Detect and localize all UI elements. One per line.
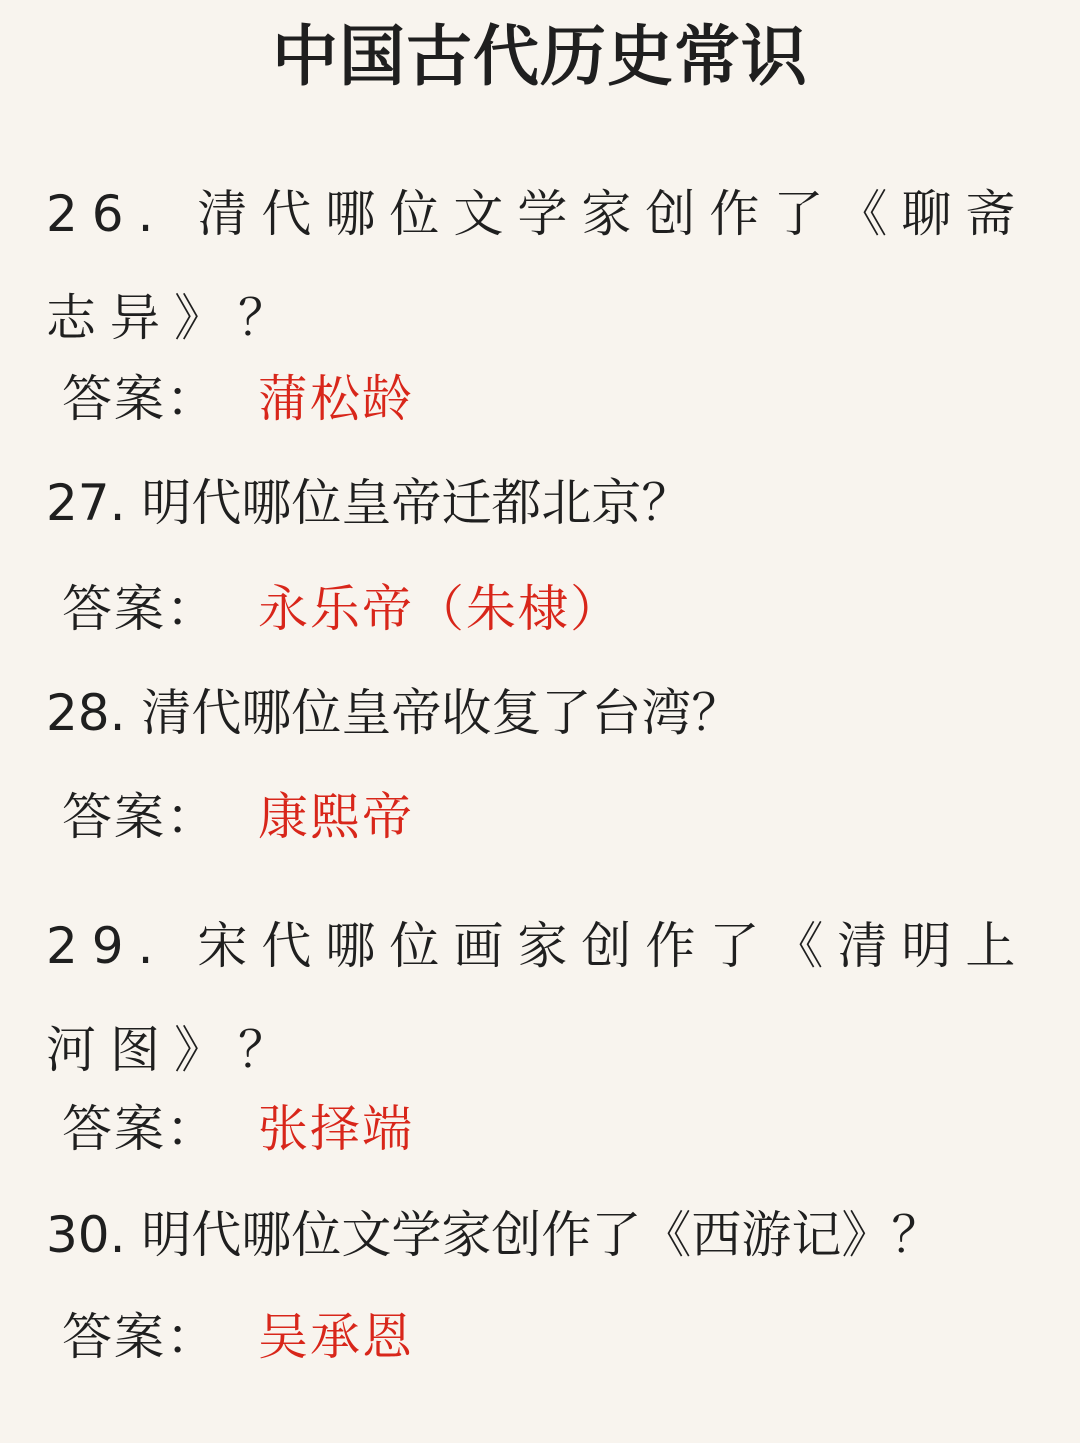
question-27: 27. 明代哪位皇帝迁都北京？ [46, 474, 692, 532]
answer-label: 答案： [62, 1308, 218, 1366]
question-30: 30. 明代哪位文学家创作了《西游记》？ [46, 1206, 942, 1264]
answer-value-27: 永乐帝（朱棣） [258, 580, 622, 638]
question-29: 29. 宋代哪位画家创作了《清明上河图》？ [46, 917, 1030, 1079]
answer-label: 答案： [62, 1100, 218, 1158]
question-28: 28. 清代哪位皇帝收复了台湾？ [46, 684, 742, 742]
answer-label: 答案： [62, 580, 218, 638]
answer-label: 答案： [62, 788, 218, 846]
answer-row-28 [62, 788, 414, 846]
question-26: 26. 清代哪位文学家创作了《聊斋志异》？ [46, 185, 1030, 347]
answer-row-30 [62, 1308, 414, 1366]
answer-value-30: 吴承恩 [258, 1308, 414, 1366]
page-title: 中国古代历史常识 [272, 18, 808, 95]
answer-value-29: 张择端 [258, 1100, 414, 1158]
answer-label: 答案： [62, 370, 218, 428]
answer-value-28: 康熙帝 [258, 788, 414, 846]
answer-row-26 [62, 370, 414, 428]
answer-row-29 [62, 1100, 414, 1158]
answer-value-26: 蒲松龄 [258, 370, 414, 428]
answer-row-27 [62, 580, 622, 638]
